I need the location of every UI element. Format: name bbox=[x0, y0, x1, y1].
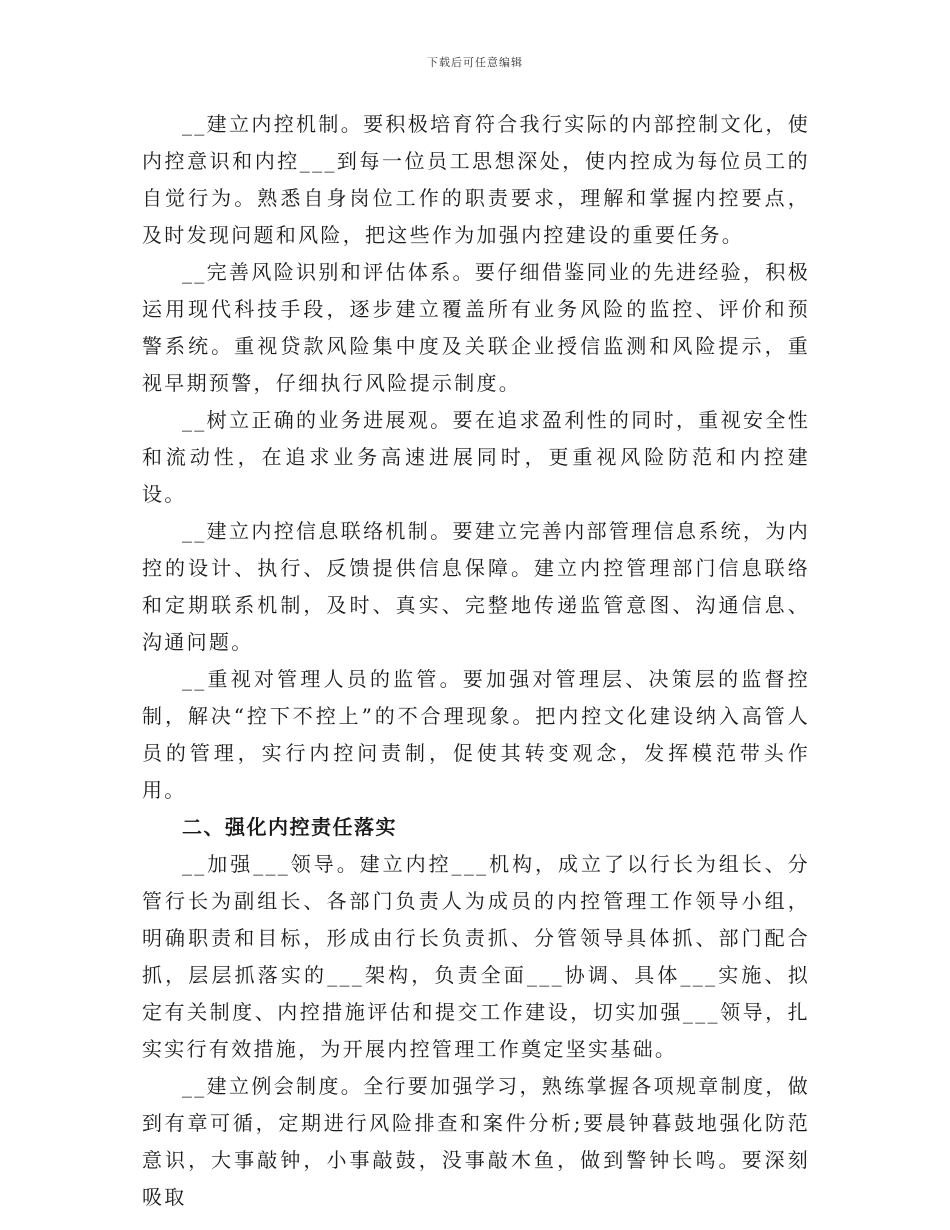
paragraph-internal-control-mechanism: __建立内控机制。要积极培育符合我行实际的内部控制文化，使内控意识和内控___到每一位员工思想深处，使内控成为每位员工的自觉行为。熟悉自身岗位工作的职责要求，理解和掌握内控要点，及时发现问题和风险，把这些作为加强内控建设的重要任务。 bbox=[142, 112, 810, 247]
section-heading: 二、强化内控责任落实 bbox=[182, 815, 397, 839]
paragraph-risk-identification: __完善风险识别和评估体系。要仔细借鉴同业的先进经验，积极运用现代科技手段，逐步建立覆盖所有业务风险的监控、评价和预警系统。重视贷款风险集中度及关联企业授信监测和风险提示，重视早期预警，仔细执行风险提示制度。 bbox=[142, 260, 810, 395]
paragraph-information-liaison: __建立内控信息联络机制。要建立完善内部管理信息系统，为内控的设计、执行、反馈提供信息保障。建立内控管理部门信息联络和定期联系机制，及时、真实、完整地传递监管意图、沟通信息、沟通问题。 bbox=[142, 519, 810, 654]
paragraph-management-supervision: __重视对管理人员的监管。要加强对管理层、决策层的监督控制，解决“控下不控上”的不合理现象。把内控文化建设纳入高管人员的管理，实行内控问责制，促使其转变观念，发挥模范带头作用。 bbox=[142, 667, 810, 802]
paragraph-strengthen-leadership: __加强___领导。建立内控___机构，成立了以行长为组长、分管行长为副组长、各部门负责人为成员的内控管理工作领导小组，明确职责和目标，形成由行长负责抓、分管领导具体抓、部门配合抓，层层抓落实的___架构，负责全面___协调、具体___实施、拟定有关制度、内控措施评估和提交工作建设，切实加强___领导，扎实实行有效措施，为开展内控管理工作奠定坚实基础。 bbox=[142, 852, 810, 1061]
paragraph-regular-meeting-system: __建立例会制度。全行要加强学习，熟练掌握各项规章制度，做到有章可循，定期进行风险排查和案件分析;要晨钟暮鼓地强化防范意识，大事敲钟，小事敲鼓，没事敲木鱼，做到警钟长鸣。要深刻吸取 bbox=[142, 1074, 810, 1209]
paragraph-business-development-view: __树立正确的业务进展观。要在追求盈利性的同时，重视安全性和流动性，在追求业务高速进展同时，更重视风险防范和内控建设。 bbox=[142, 408, 810, 506]
document-body bbox=[142, 106, 810, 1216]
page-header: 下载后可任意编辑 bbox=[427, 56, 523, 69]
